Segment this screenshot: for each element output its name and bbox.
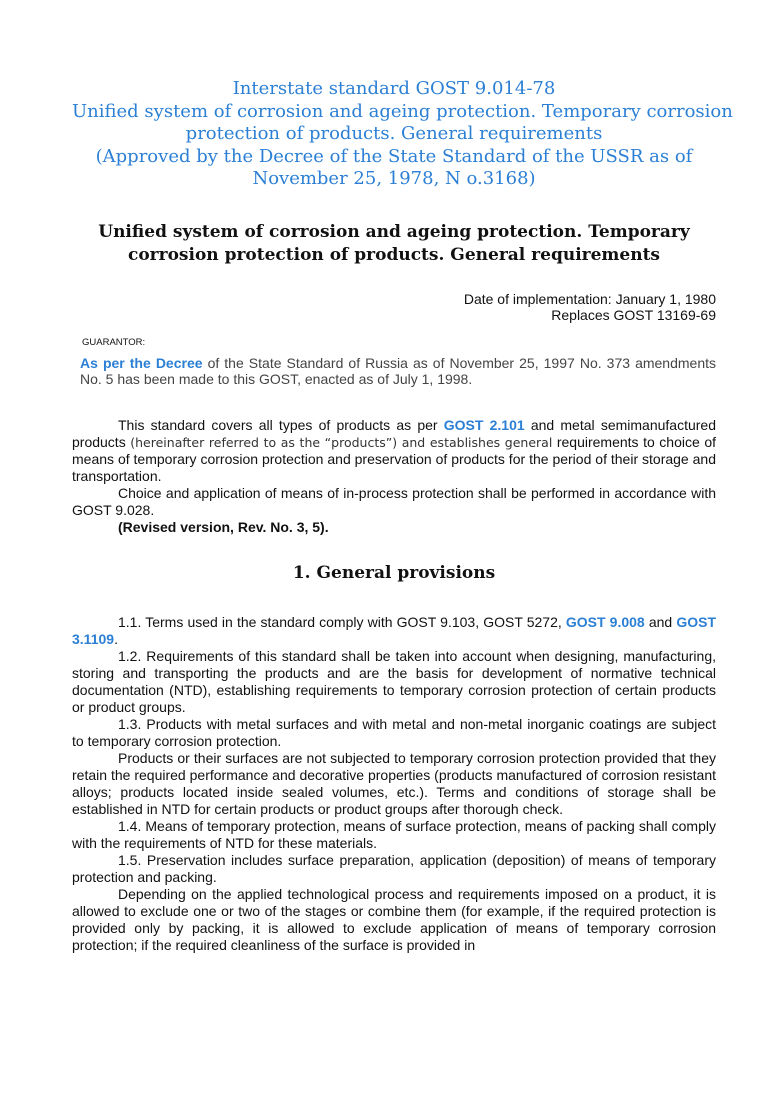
clause-1-3-cont: Products or their surfaces are not subjected to temporary corrosion protection provided that they retain the required performance and decorative properties (products manufactured of corrosion resistant alloys; products located inside sealed volumes, etc.). Terms and conditions of storage shall be established in NTD for certain products or product groups after thorough check. (72, 749, 716, 817)
replaces-note: Replaces GOST 13169-69 (551, 307, 716, 323)
clause-1-5: 1.5. Preservation includes surface preparation, application (deposition) of means of temporary protection and packing. (72, 851, 716, 885)
revision-note: (Revised version, Rev. No. 3, 5). (118, 518, 329, 535)
text-run: (hereinafter referred to as the “products”) and establishes general (130, 434, 553, 450)
clause-1-1 (72, 614, 716, 648)
intro-paragraph (72, 417, 716, 485)
section-heading: 1. General provisions (292, 562, 496, 583)
intro-paragraph: Choice and application of means of in-process protection shall be performed in accordance with GOST 9.028. (72, 484, 716, 518)
text-run: and metal semimanufactured products (72, 416, 716, 450)
subtitle-line: Unified system of corrosion and ageing protection. Temporary (98, 221, 690, 242)
guarantor-label: GUARANTOR: (82, 336, 146, 348)
subtitle-line: corrosion protection of products. General requirements (127, 244, 661, 265)
clause-1-2: 1.2. Requirements of this standard shall be taken into account when designing, manufacturing, storing and transporting the products and are the basis for development of normative technical documentation (NTD), establishing requirements to temporary corrosion protection of certain products or product groups. (72, 647, 716, 715)
document-title (72, 78, 733, 191)
clause-1-5-cont: Depending on the applied technological process and requirements imposed on a product, it is allowed to exclude one or two of the stages or combine them (for example, if the required protection is provided only by packing, it is allowed to exclude application of means of temporary corrosion protection; if the required cleanliness of the surface is provided in (72, 885, 716, 953)
document-page (0, 78, 768, 1102)
clause-1-4: 1.4. Means of temporary protection, means of surface protection, means of packing shall comply with the requirements of NTD for these materials. (72, 817, 716, 851)
implementation-date: Date of implementation: January 1, 1980 (463, 290, 716, 307)
title-line: November 25, 1978, N o.3168) (252, 168, 536, 189)
guarantor-note (80, 355, 716, 388)
text-run: This standard covers all types of products as per (118, 416, 444, 433)
title-line: Unified system of corrosion and ageing protection. Temporary corrosion (72, 100, 733, 122)
gost-3-1109-link[interactable]: GOST 3.1109 (72, 613, 716, 647)
document-subtitle (72, 221, 716, 267)
text-run: . (114, 630, 118, 647)
intro-section (72, 417, 716, 536)
title-line: (Approved by the Decree of the State Standard of the USSR as of (95, 145, 693, 167)
general-provisions (72, 614, 716, 954)
guarantor-text: of the State Standard of Russia as of November 25, 1997 No. 373 amendments No. 5 has been made to this GOST, enacted as of July 1, 1998. (80, 354, 716, 387)
decree-link[interactable]: As per the Decree (80, 354, 203, 371)
document-meta (72, 291, 716, 324)
title-line: Interstate standard GOST 9.014-78 (232, 78, 556, 99)
title-line: protection of products. General requirements (185, 123, 603, 144)
gost-9-008-link[interactable]: GOST 9.008 (565, 613, 645, 630)
text-run: requirements to choice of means of temporary corrosion protection and preservation of products for the period of their storage and transportation. (72, 433, 716, 484)
gost-2-101-link[interactable]: GOST 2.101 (443, 416, 525, 433)
text-run: and (644, 613, 677, 630)
clause-1-3: 1.3. Products with metal surfaces and with metal and non-metal inorganic coatings are subject to temporary corrosion protection. (72, 715, 716, 749)
text-run: 1.1. Terms used in the standard comply with GOST 9.103, GOST 5272, (118, 613, 566, 630)
